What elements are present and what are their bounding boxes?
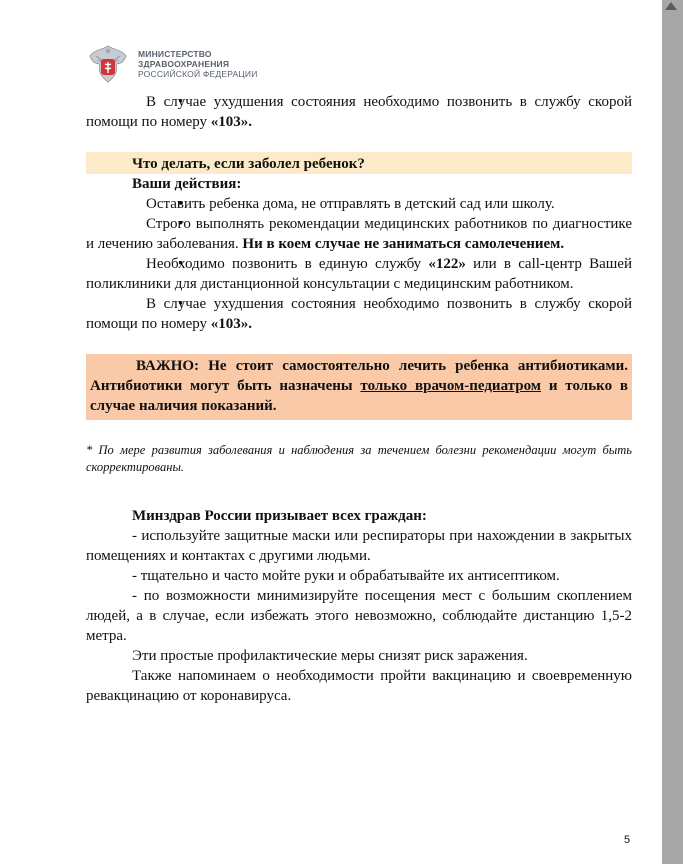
bullet-icon (132, 216, 146, 232)
child-section-heading-block (86, 152, 632, 174)
appeal-item-1: - используйте защитные маски или респираторы при нахождении в закрытых помещениях и контактах с другими людьми. (86, 528, 632, 564)
logo-line-2: ЗДРАВООХРАНЕНИЯ (138, 59, 230, 69)
bullet-icon (132, 196, 146, 212)
child-bullet-2-bold: Ни в коем случае не заниматься самолечением. (242, 236, 565, 252)
appeal-paragraph-2: Также напоминаем о необходимости пройти вакцинацию и своевременную ревакцинацию от коронавируса. (86, 668, 632, 704)
appeal-item-2: - тщательно и часто мойте руки и обрабатывайте их антисептиком. (132, 568, 560, 584)
bullet-icon (132, 296, 146, 312)
bullet-icon (132, 256, 146, 272)
ministry-logo-text (138, 49, 258, 79)
child-bullet-4-text: В случае ухудшения состояния необходимо позвонить в службу скорой помощи по номеру (86, 296, 632, 332)
appeal-item-3: - по возможности минимизируйте посещения мест с большим скоплением людей, а в случае, если избежать этого невозможно, соблюдайте дистанцию 1,5-2 метра. (86, 588, 632, 644)
important-post: и только в случае наличия показаний. (90, 378, 628, 414)
appeal-heading: Минздрав России призывает всех граждан: (132, 508, 427, 524)
intro-paragraph (86, 92, 632, 132)
actions-heading: Ваши действия: (132, 176, 242, 192)
vertical-scrollbar[interactable] (662, 0, 683, 864)
emblem-icon (86, 42, 130, 86)
document-body (86, 92, 632, 706)
scroll-up-arrow-icon[interactable] (665, 2, 677, 10)
logo-line-1: МИНИСТЕРСТВО (138, 49, 212, 59)
child-bullet-1 (86, 194, 632, 214)
appeal-paragraph-1: Эти простые профилактические меры снизят риск заражения. (132, 648, 528, 664)
child-bullet-4 (86, 294, 632, 334)
important-text (90, 356, 628, 416)
child-bullet-3-pre: Необходимо позвонить в единую службу (146, 256, 429, 272)
child-bullet-2-text: Строго выполнять рекомендации медицинских работников по диагностике и лечению заболевания. (86, 216, 632, 252)
child-bullet-2 (86, 214, 632, 254)
child-bullet-3-number: «122» (428, 256, 466, 272)
intro-text: В случае ухудшения состояния необходимо позвонить в службу скорой помощи по номеру (86, 94, 632, 130)
ministry-logo (86, 42, 258, 86)
child-bullet-3 (86, 254, 632, 294)
footnote: * По мере развития заболевания и наблюдения за течением болезни рекомендации могут быть скорректированы. (86, 443, 632, 474)
important-notice (86, 354, 632, 420)
child-bullet-3-post: или в call-центр Вашей поликлиники для дистанционной консультации с медицинским работником. (86, 256, 632, 292)
intro-number: «103». (210, 114, 253, 130)
child-bullet-1-text: Оставить ребенка дома, не отправлять в детский сад или школу. (146, 196, 555, 212)
logo-line-3: РОССИЙСКОЙ ФЕДЕРАЦИИ (138, 69, 258, 79)
important-underlined: только врачом-педиатром (360, 378, 542, 394)
child-bullet-4-number: «103». (210, 316, 253, 332)
child-section-heading: Что делать, если заболел ребенок? (132, 156, 365, 172)
important-pre: ВАЖНО: Не стоит самостоятельно лечить ребенка антибиотиками. Антибиотики могут быть назначены (90, 358, 628, 394)
bullet-icon (132, 94, 146, 110)
page-number: 5 (624, 834, 631, 846)
